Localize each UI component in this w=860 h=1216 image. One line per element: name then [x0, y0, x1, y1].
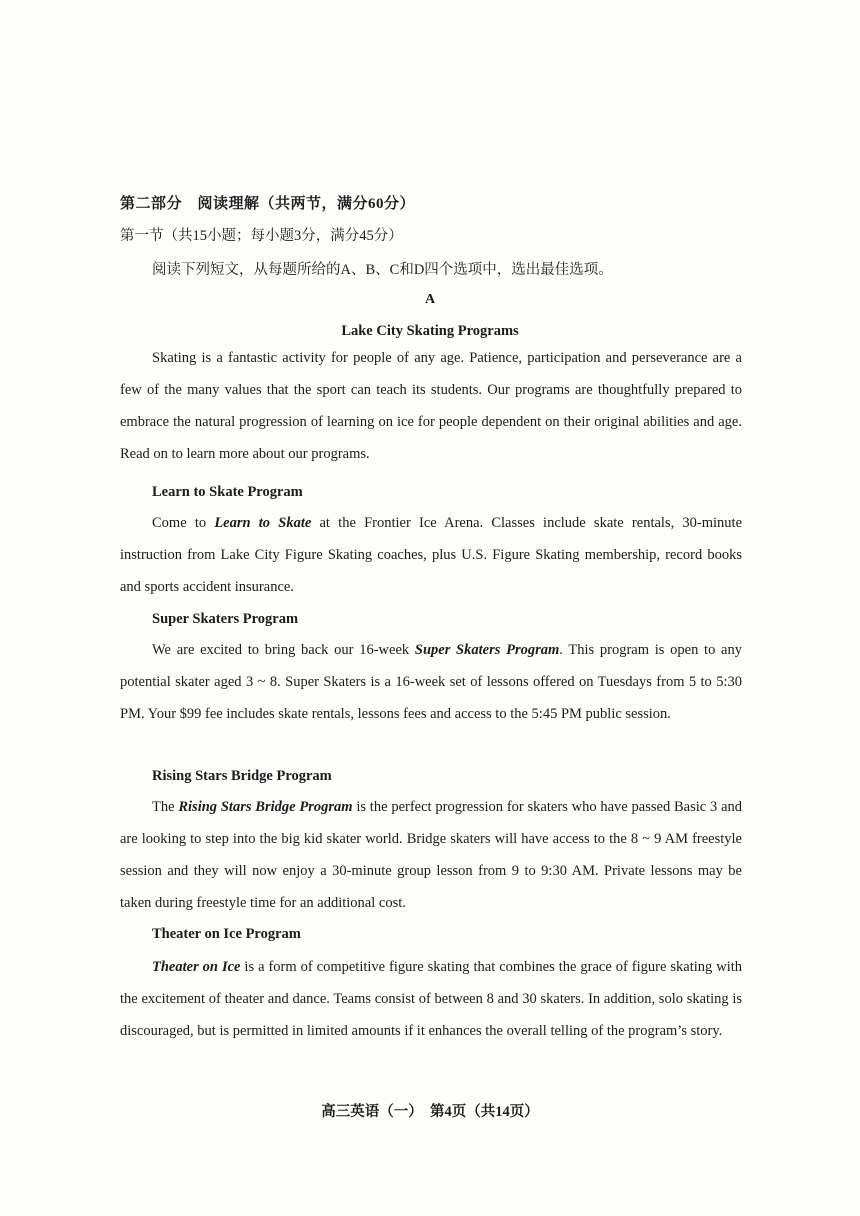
passage-title: Lake City Skating Programs [341, 323, 519, 339]
program-paragraph-rising-stars [120, 791, 742, 919]
reading-instruction: 阅读下列短文，从每题所给的A、B、C和D四个选项中，选出最佳选项。 [152, 262, 613, 278]
program-heading-super-skaters: Super Skaters Program [152, 611, 299, 627]
program-lead: The [152, 799, 179, 815]
section-heading: 第二部分 阅读理解（共两节，满分60分） [120, 196, 416, 212]
program-heading-rising-stars: Rising Stars Bridge Program [152, 768, 332, 784]
program-paragraph-learn-to-skate [120, 507, 742, 603]
passage-letter: A [424, 292, 436, 307]
program-text: is a form of competitive figure skating that combines the grace of figure skating with the excitement of theater and dance. Teams consist of between 8 and 30 skaters. In addition, solo skating is discouraged, but is permitted in limited amounts if it enhances the overall telling of the program’s story. [120, 959, 742, 1039]
program-lead: We are excited to bring back our 16-week [152, 642, 415, 658]
program-name: Rising Stars Bridge Program [178, 799, 353, 815]
program-name: Learn to Skate [214, 515, 312, 531]
intro-paragraph: Skating is a fantastic activity for people of any age. Patience, participation and perseverance are a few of the many values that the sport can teach its students. Our programs are thoughtfully prepared to embrace the natural progression of learning on ice for people dependent on their original abilities and age. Read on to learn more about our programs. [120, 350, 742, 462]
page-footer: 高三英语（一） 第4页（共14页） [321, 1104, 539, 1120]
program-name: Theater on Ice [152, 959, 241, 975]
subsection-heading: 第一节（共15小题；每小题3分，满分45分） [120, 228, 403, 244]
program-text: at the Frontier Ice Arena. Classes include skate rentals, 30-minute instruction from Lake City Figure Skating coaches, plus U.S. Figure Skating membership, record books and sports accident insurance. [120, 515, 743, 595]
program-text: is the perfect progression for skaters who have passed Basic 3 and are looking to step into the big kid skater world. Bridge skaters will have access to the 8 ~ 9 AM freestyle session and they will now enjoy a 30-minute group lesson from 9 to 9:30 AM. Private lessons may be taken during freestyle time for an additional cost. [120, 799, 743, 911]
program-name: Super Skaters Program [414, 642, 560, 658]
program-text: . This program is open to any potential skater aged 3 ~ 8. Super Skaters is a 16-week set of lessons offered on Tuesdays from 5 to 5:30 PM. Your $99 fee includes skate rentals, lessons fees and access to the 5:45 PM public session. [120, 642, 742, 722]
program-heading-learn-to-skate: Learn to Skate Program [152, 484, 303, 500]
program-lead: Come to [152, 515, 215, 531]
program-heading-theater-on-ice: Theater on Ice Program [152, 926, 301, 942]
program-paragraph-theater-on-ice [120, 951, 742, 1047]
program-paragraph-super-skaters [120, 634, 742, 730]
